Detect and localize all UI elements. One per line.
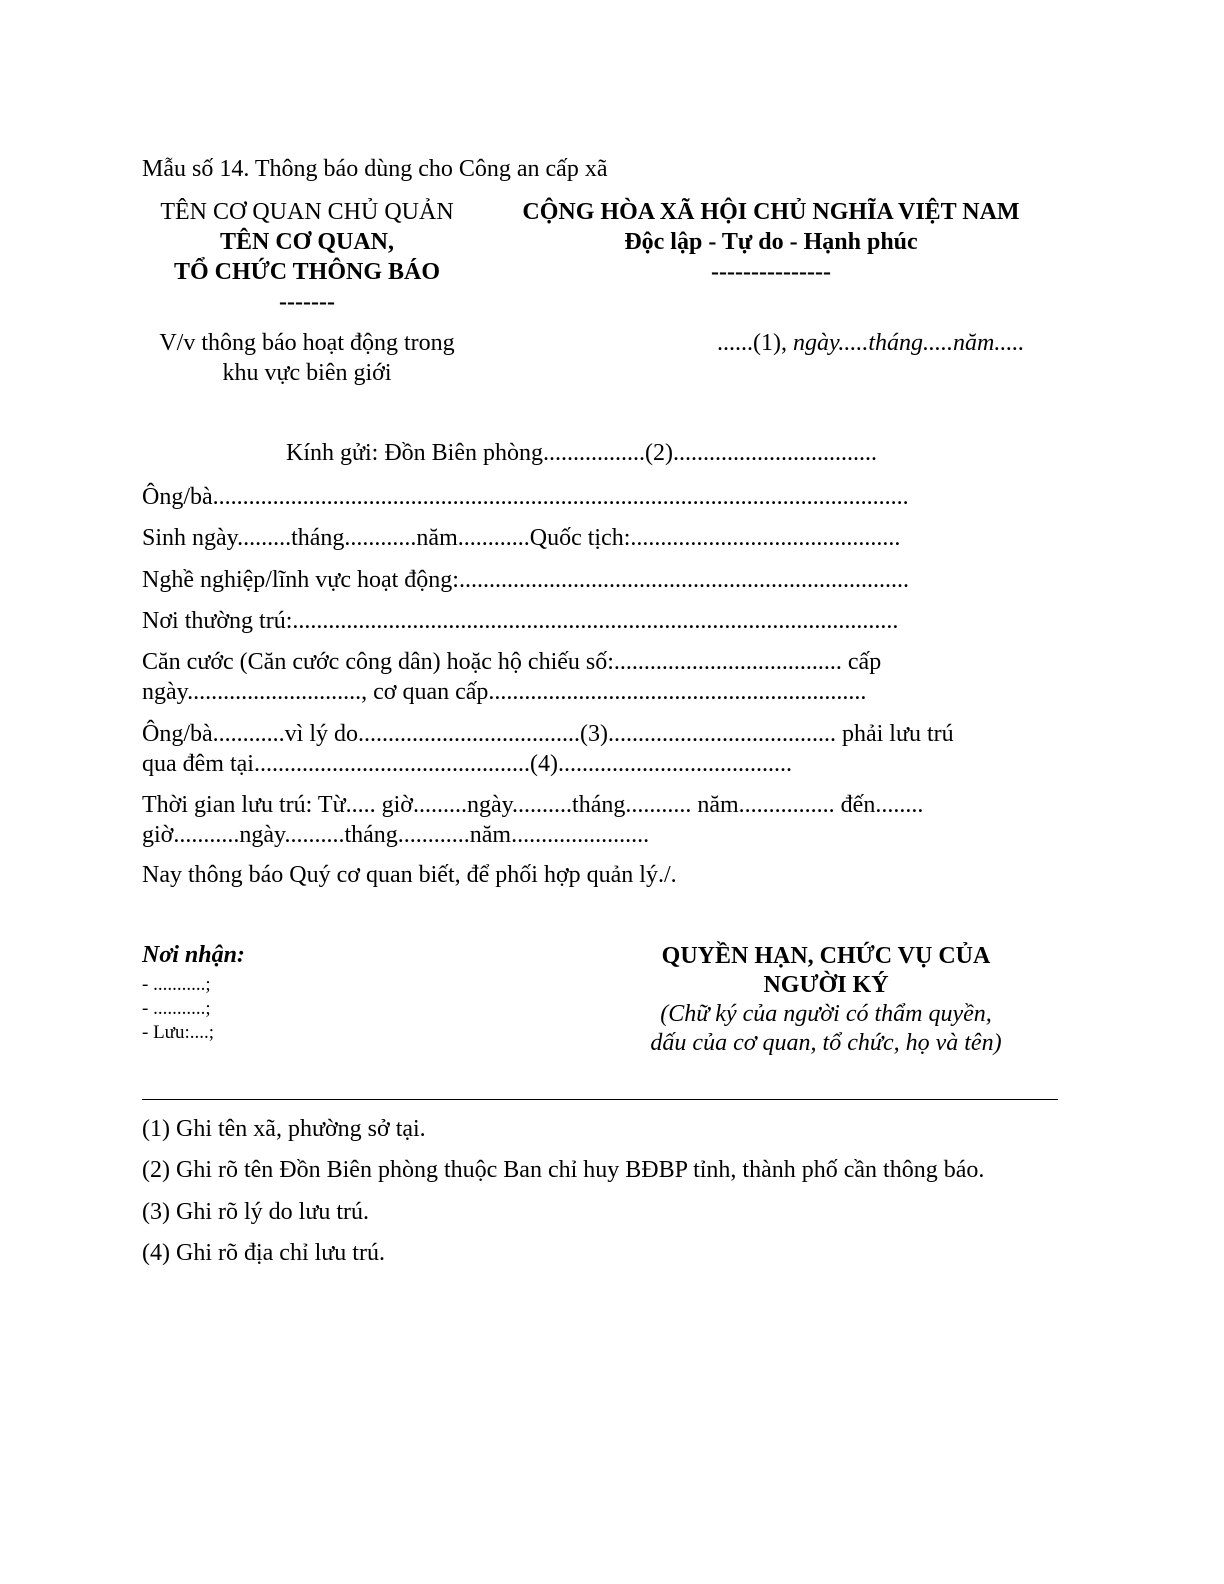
body-line-id: Căn cước (Căn cước công dân) hoặc hộ chiếu số:...................................... cấp (142, 649, 882, 675)
recipient-item: - ...........; (142, 974, 211, 995)
right-header-dash: --------------- (711, 259, 831, 285)
signer-title-cont: NGƯỜI KÝ (763, 972, 889, 998)
left-header (142, 197, 472, 317)
recipient-item: - ...........; (142, 998, 211, 1019)
footnote: (4) Ghi rõ địa chỉ lưu trú. (142, 1240, 385, 1266)
recipients-list (142, 973, 214, 1045)
recipients-title: Nơi nhận: (142, 942, 245, 968)
body-line-occupation: Nghề nghiệp/lĩnh vực hoạt động:........................................................................... (142, 567, 909, 593)
form-title: Mẫu số 14. Thông báo dùng cho Công an cấp xã (142, 156, 608, 182)
subject-line-2: khu vực biên giới (222, 360, 392, 386)
nation-title: CỘNG HÒA XÃ HỘI CHỦ NGHĨA VIỆT NAM (522, 199, 1020, 225)
right-header (496, 197, 1046, 287)
date-fields: ngày.....tháng.....năm..... (792, 330, 1025, 356)
recipient-item: - Lưu:....; (142, 1022, 215, 1043)
body-line-reason: Ông/bà............vì lý do.....................................(3)...................................... phải lưu trú (142, 721, 954, 747)
parent-agency: TÊN CƠ QUAN CHỦ QUẢN (160, 199, 454, 225)
body-line-residence: Nơi thường trú:..................................................................................................... (142, 608, 899, 634)
signature-note-cont: dấu của cơ quan, tổ chức, họ và tên) (650, 1030, 1002, 1056)
footnote: (3) Ghi rõ lý do lưu trú. (142, 1199, 369, 1225)
body-line-name: Ông/bà.................................................................................................................... (142, 484, 909, 510)
footnote-divider (142, 1099, 1058, 1100)
motto: Độc lập - Tự do - Hạnh phúc (624, 229, 918, 255)
body-line-time-cont: giờ...........ngày..........tháng............năm....................... (142, 822, 650, 848)
date-place: ......(1), (717, 330, 793, 356)
date-line (717, 328, 1024, 358)
subject (142, 328, 472, 388)
body-line-time: Thời gian lưu trú: Từ..... giờ.........ngày..........tháng........... năm................ đến........ (142, 792, 924, 818)
agency-name: TÊN CƠ QUAN, (219, 229, 394, 255)
footnote: (1) Ghi tên xã, phường sở tại. (142, 1116, 426, 1142)
signature-block (600, 942, 1052, 1058)
subject-line-1: V/v thông báo hoạt động trong (159, 330, 455, 356)
agency-name-cont: TỔ CHỨC THÔNG BÁO (173, 259, 441, 285)
signature-note: (Chữ ký của người có thẩm quyền, (660, 1001, 992, 1027)
left-header-dash: ------- (279, 289, 335, 315)
body-line-reason-cont: qua đêm tại..............................................(4)....................................... (142, 751, 792, 777)
body-line-closing: Nay thông báo Quý cơ quan biết, để phối hợp quản lý./. (142, 862, 677, 888)
body-line-birth: Sinh ngày.........tháng............năm............Quốc tịch:............................................. (142, 525, 901, 551)
recipient-line: Kính gửi: Đồn Biên phòng.................(2).................................. (286, 440, 877, 466)
body-line-id-cont: ngày............................., cơ quan cấp............................................................... (142, 679, 867, 705)
signer-title: QUYỀN HẠN, CHỨC VỤ CỦA (661, 943, 991, 969)
footnote: (2) Ghi rõ tên Đồn Biên phòng thuộc Ban chỉ huy BĐBP tỉnh, thành phố cần thông báo. (142, 1157, 985, 1183)
